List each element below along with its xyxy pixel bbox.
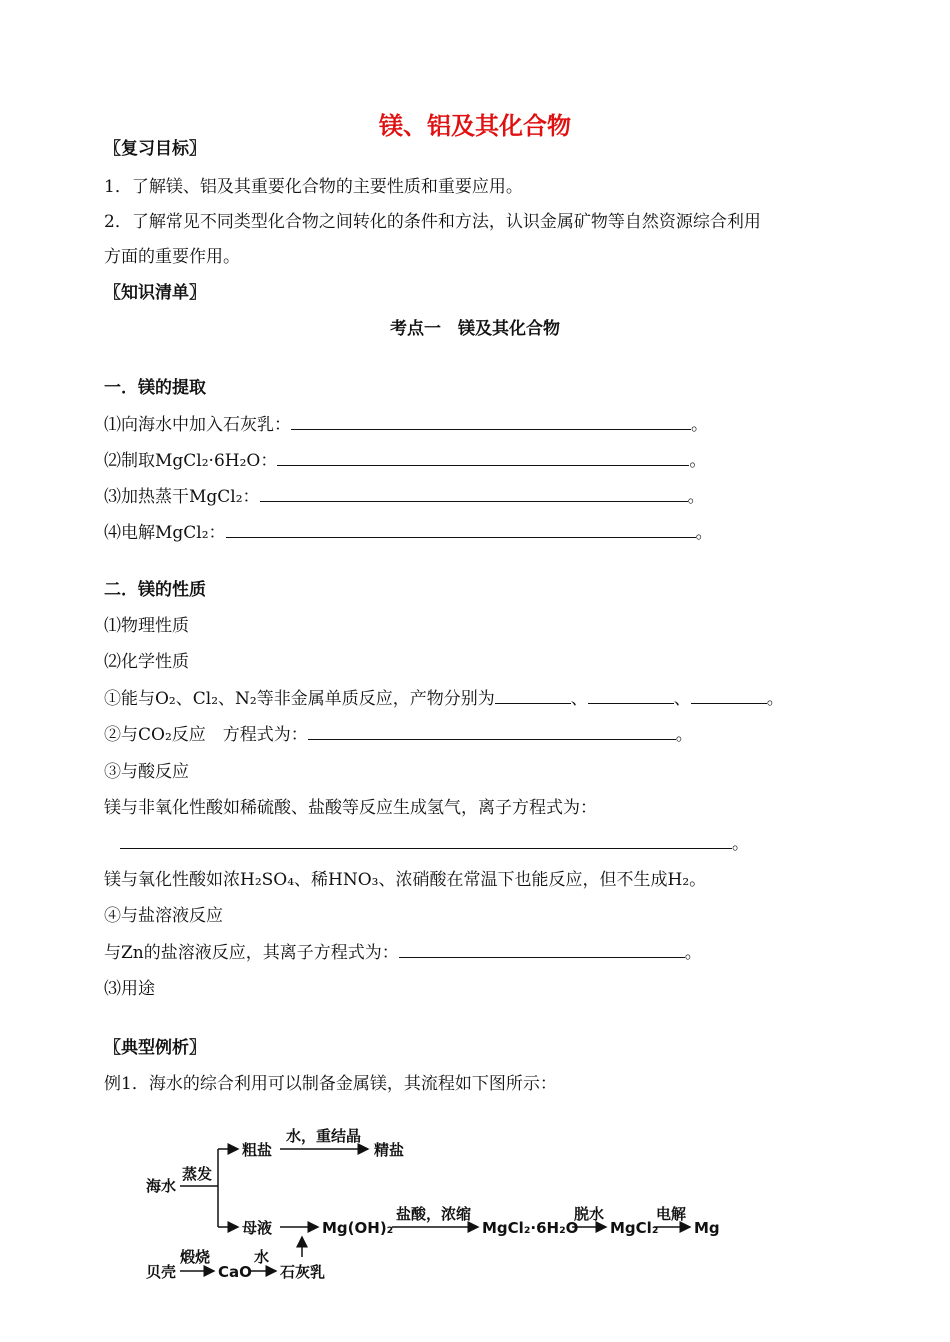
question-2-1 bbox=[104, 688, 784, 710]
node-shell: 贝壳 bbox=[146, 1263, 177, 1281]
section-1-title: 一．镁的提取 bbox=[104, 378, 206, 398]
question-2-2 bbox=[104, 724, 693, 746]
label-electrolysis: 电解 bbox=[656, 1205, 687, 1223]
question-label: ⑵制取MgCl₂·6H₂O： bbox=[104, 451, 278, 471]
node-crude-salt: 粗盐 bbox=[242, 1141, 273, 1159]
question-1-4 bbox=[104, 522, 713, 544]
node-mgcl2: MgCl₂ bbox=[610, 1219, 659, 1237]
answer-blank[interactable] bbox=[260, 487, 688, 502]
node-mg: Mg bbox=[694, 1219, 720, 1237]
period: 。 bbox=[684, 943, 702, 963]
topic-1-heading: 考点一 镁及其化合物 bbox=[390, 319, 560, 339]
period: 。 bbox=[695, 523, 713, 543]
label-evaporate: 蒸发 bbox=[182, 1165, 213, 1183]
acid-reaction-heading: ③与酸反应 bbox=[104, 762, 189, 782]
goal-1: 1．了解镁、铝及其重要化合物的主要性质和重要应用。 bbox=[104, 177, 523, 197]
node-lime-milk: 石灰乳 bbox=[280, 1263, 326, 1281]
answer-blank[interactable] bbox=[495, 689, 571, 704]
question-label: 与Zn的盐溶液反应，其离子方程式为： bbox=[104, 943, 399, 963]
answer-blank[interactable] bbox=[226, 523, 696, 538]
separator: 、 bbox=[570, 689, 588, 709]
label-recrystallize: 水，重结晶 bbox=[286, 1127, 362, 1145]
answer-blank[interactable] bbox=[277, 451, 689, 466]
answer-blank[interactable] bbox=[308, 725, 676, 740]
review-goals-header: 〖复习目标〗 bbox=[104, 139, 206, 159]
section-2-title: 二．镁的性质 bbox=[104, 580, 206, 600]
question-2-3 bbox=[104, 833, 749, 855]
answer-blank[interactable] bbox=[291, 415, 691, 430]
question-label: ②与CO₂反应 方程式为： bbox=[104, 725, 308, 745]
answer-blank[interactable] bbox=[588, 689, 674, 704]
period: 。 bbox=[766, 689, 784, 709]
label-acid-concentrate: 盐酸，浓缩 bbox=[396, 1205, 472, 1223]
node-mgcl2-6h2o: MgCl₂·6H₂O bbox=[482, 1219, 579, 1237]
question-2-4 bbox=[104, 942, 702, 964]
chemical-properties: ⑵化学性质 bbox=[104, 652, 189, 672]
period: 。 bbox=[687, 487, 705, 507]
period: 。 bbox=[689, 451, 707, 471]
node-mgoh2: Mg(OH)₂ bbox=[322, 1219, 394, 1237]
question-1-2 bbox=[104, 450, 706, 472]
magnesium-flowchart bbox=[140, 1115, 740, 1285]
node-fine-salt: 精盐 bbox=[374, 1141, 405, 1159]
node-mother-liquor: 母液 bbox=[242, 1219, 273, 1237]
question-label: ⑶加热蒸干MgCl₂： bbox=[104, 487, 260, 507]
question-label: ①能与O₂、Cl₂、N₂等非金属单质反应，产物分别为 bbox=[104, 689, 495, 709]
acid-reaction-text: 镁与非氧化性酸如稀硫酸、盐酸等反应生成氢气，离子方程式为： bbox=[104, 798, 597, 818]
question-1-1 bbox=[104, 414, 708, 436]
goal-2-line1: 2．了解常见不同类型化合物之间转化的条件和方法，认识金属矿物等自然资源综合利用 bbox=[104, 212, 761, 232]
node-cao: CaO bbox=[218, 1263, 252, 1281]
goal-2-line2: 方面的重要作用。 bbox=[104, 247, 240, 267]
salt-reaction-heading: ④与盐溶液反应 bbox=[104, 906, 223, 926]
question-1-3 bbox=[104, 486, 705, 508]
period: 。 bbox=[691, 415, 708, 435]
period: 。 bbox=[732, 834, 749, 854]
node-seawater: 海水 bbox=[146, 1177, 177, 1195]
answer-blank[interactable] bbox=[691, 689, 767, 704]
oxidizing-acid-text: 镁与氧化性酸如浓H₂SO₄、稀HNO₃、浓硝酸在常温下也能反应，但不生成H₂。 bbox=[104, 870, 707, 890]
example-header: 〖典型例析〗 bbox=[104, 1038, 206, 1058]
knowledge-header: 〖知识清单〗 bbox=[104, 283, 206, 303]
label-water: 水 bbox=[254, 1248, 270, 1266]
question-label: ⑷电解MgCl₂： bbox=[104, 523, 226, 543]
answer-blank[interactable] bbox=[399, 943, 685, 958]
period: 。 bbox=[675, 725, 693, 745]
page-title: 镁、铝及其化合物 bbox=[379, 112, 571, 140]
separator: 、 bbox=[673, 689, 691, 709]
answer-blank[interactable] bbox=[120, 834, 732, 849]
question-label: ⑴向海水中加入石灰乳： bbox=[104, 415, 291, 435]
uses: ⑶用途 bbox=[104, 979, 155, 999]
example-1-prompt: 例1．海水的综合利用可以制备金属镁，其流程如下图所示： bbox=[104, 1074, 557, 1094]
label-calcine: 煅烧 bbox=[180, 1248, 211, 1266]
physical-properties: ⑴物理性质 bbox=[104, 616, 189, 636]
label-dehydrate: 脱水 bbox=[574, 1205, 605, 1223]
